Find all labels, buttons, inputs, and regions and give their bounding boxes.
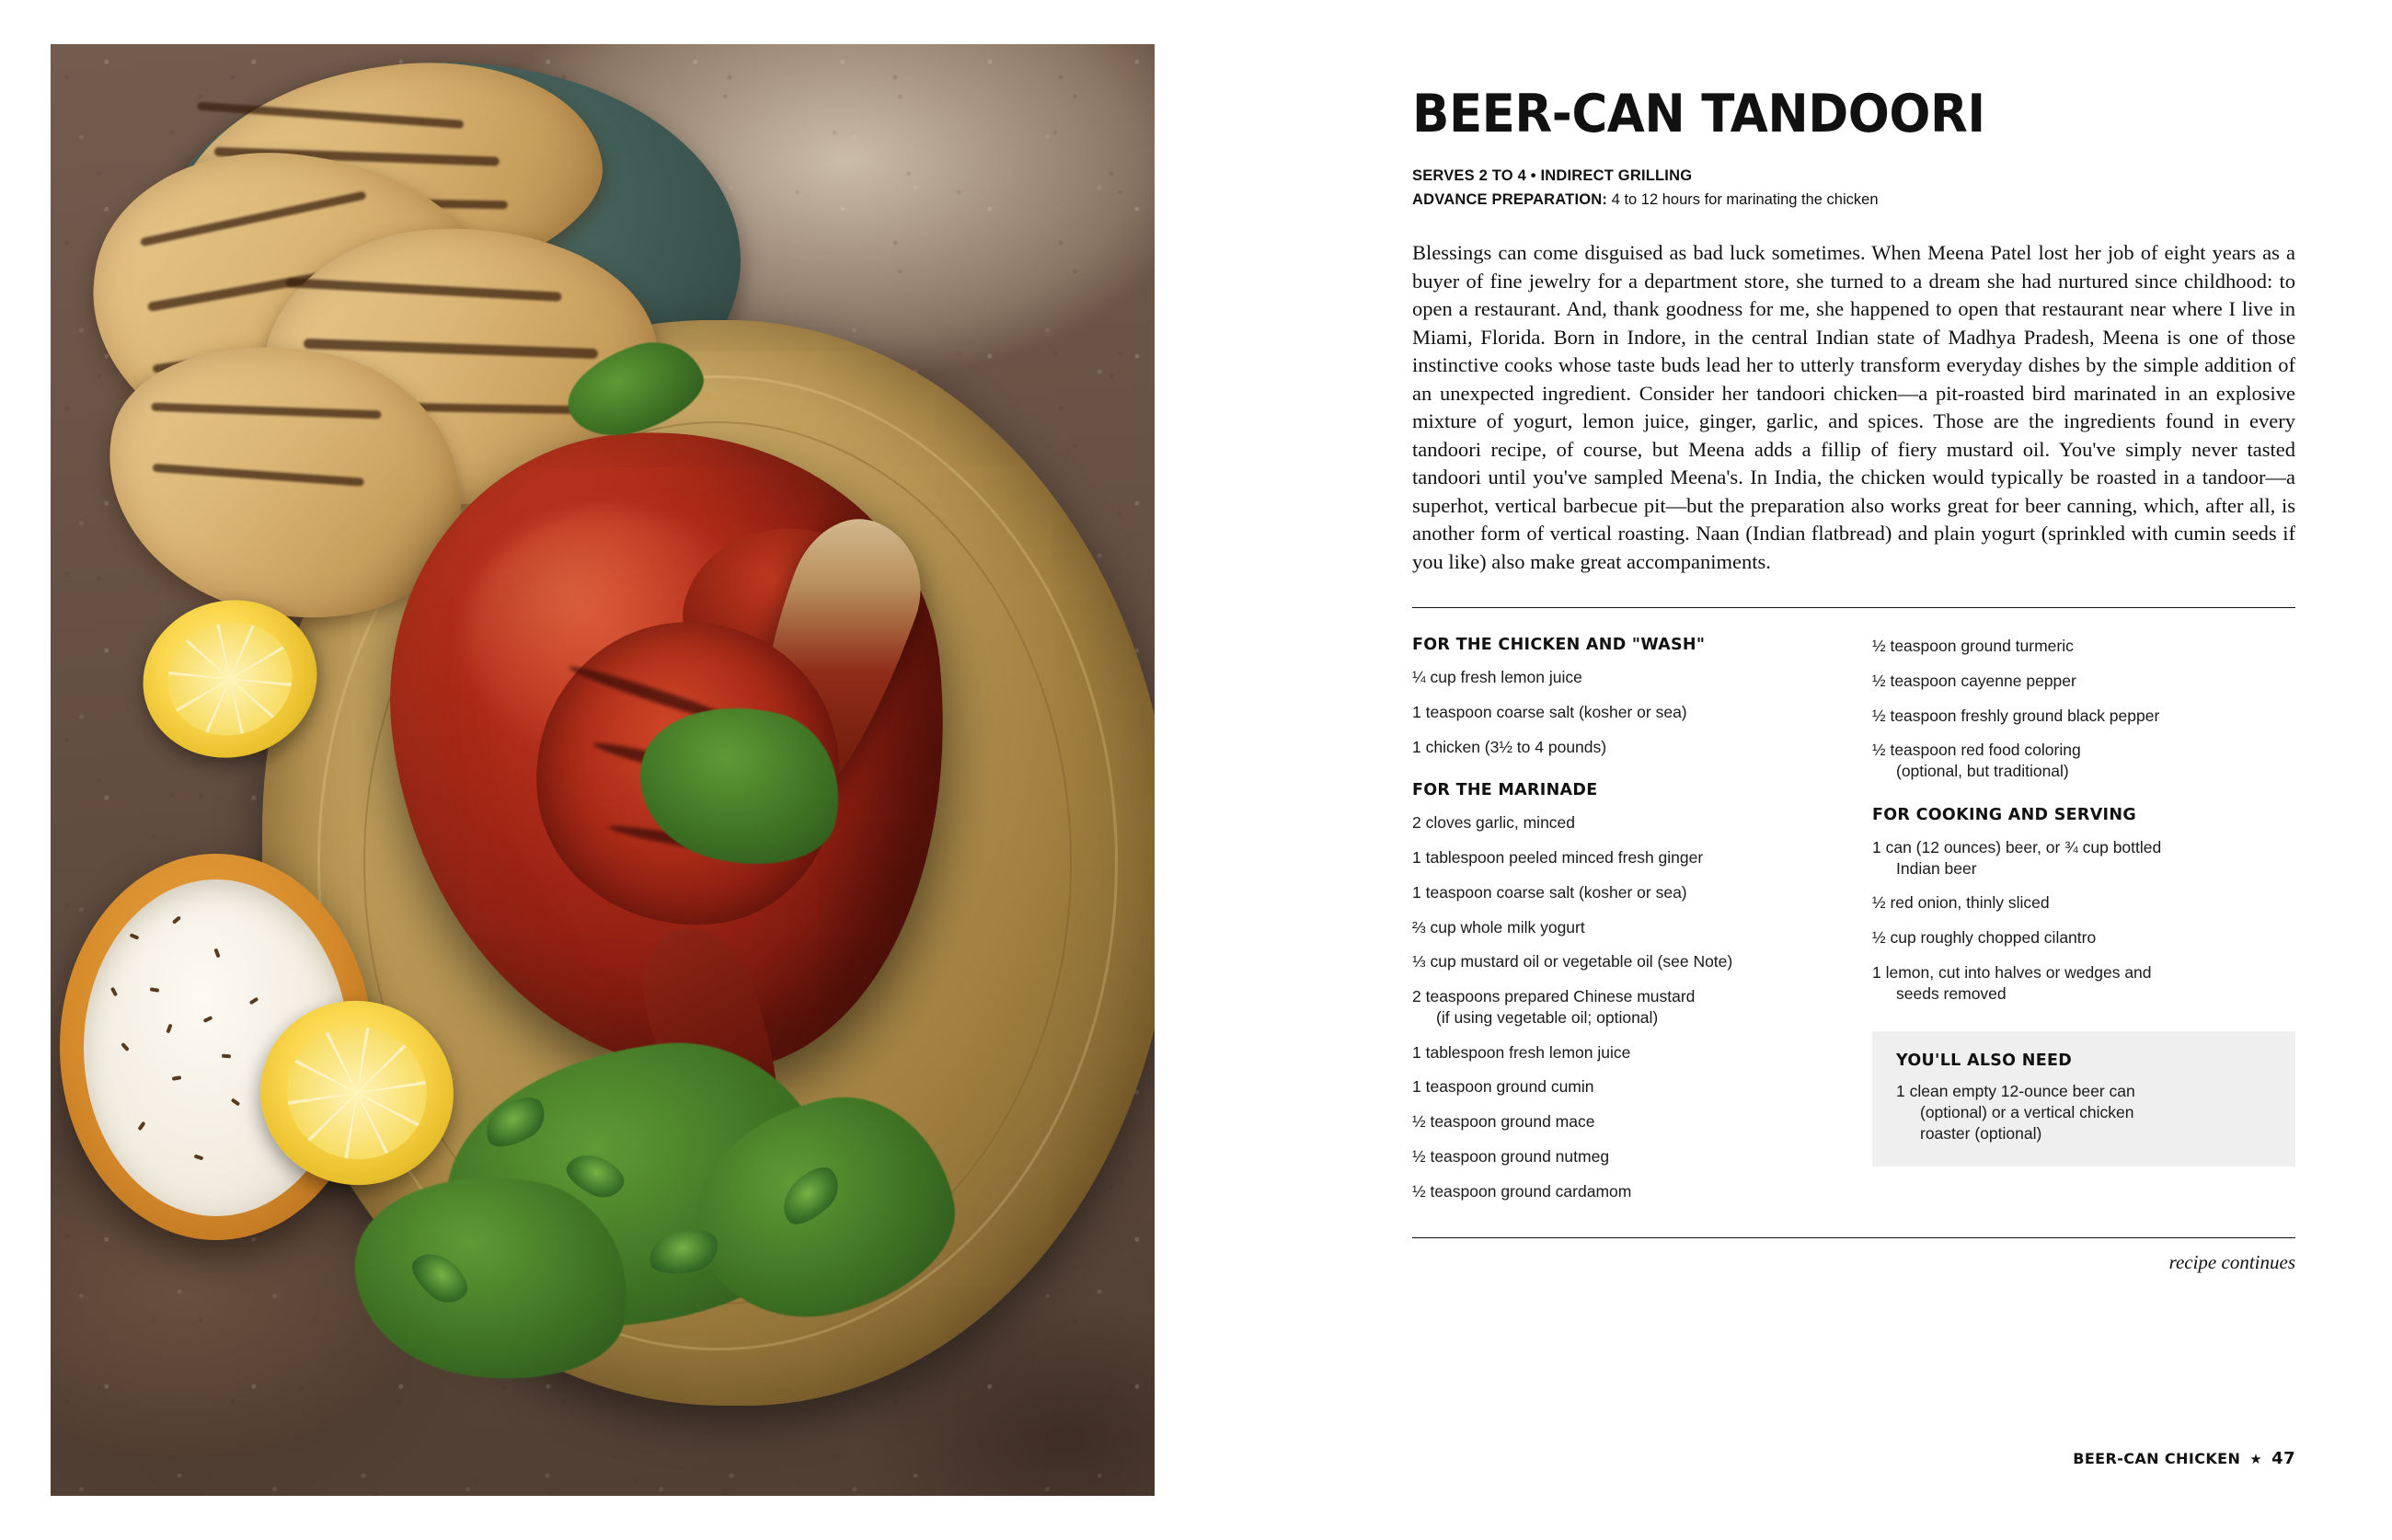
- ingredient-item: 2 cloves garlic, minced: [1412, 813, 1576, 833]
- recipe-meta: [1412, 165, 2295, 212]
- ingredient-continuation: (optional) or a vertical chicken: [1920, 1103, 2134, 1122]
- ingredient-item: [1896, 1081, 2271, 1144]
- section-heading-marinade: FOR THE MARINADE: [1412, 781, 1598, 800]
- ingredient-main: 2 teaspoons prepared Chinese mustard: [1412, 987, 1696, 1006]
- ingredients-column-right: [1872, 636, 2295, 1215]
- ingredient-item: ½ teaspoon ground turmeric: [1872, 637, 2074, 656]
- ingredient-item: ½ teaspoon ground nutmeg: [1412, 1146, 1610, 1166]
- ingredient-continuation: Indian beer: [1896, 858, 1977, 878]
- advance-prep-value: 4 to 12 hours for marinating the chicken: [1607, 190, 1879, 208]
- footer-chapter-title: BEER-CAN CHICKEN: [2073, 1450, 2241, 1467]
- ingredient-item: 1 teaspoon coarse salt (kosher or sea): [1412, 702, 1687, 721]
- headnote-text: Blessings can come disguised as bad luck sometimes. When Meena Patel lost her job of eight years as a buyer of fine jewelry for a department store, she turned to a dream she had nurtured since childhood: to open a restaurant. And, thank goodness for me, she happened to open that restaurant near where I live in Miami, Florida. Born in Indore, in the central Indian state of Madhya Pradesh, Meena is one of those instinctive cooks whose taste buds lead her to utterly transform everyday dishes by the simple addition of an unexpected ingredient. Consider her tandoori chicken—a pit-roasted bird marinated in an explosive mixture of yogurt, lemon juice, ginger, garlic, and spices. Those are the ingredients found in every tandoori recipe, of course, but Meena adds a fillip of fiery mustard oil. You've simply never tasted tandoori until you've sampled Meena's. In India, the chicken would typically be roasted in a tandoor—a superhot, vertical barbecue pit—but the preparation also works great for beer canning, which, after all, is another form of vertical roasting. Naan (Indian flatbread) and plain yogurt (sprinkled with cumin seeds if you like) also make great accompaniments.: [1412, 241, 2295, 573]
- ingredients-column-left: [1412, 636, 1835, 1215]
- ingredient-item: 1 teaspoon ground cumin: [1412, 1077, 1594, 1097]
- ingredient-item: ½ teaspoon ground cardamom: [1412, 1181, 1632, 1201]
- ingredient-item: ½ teaspoon ground mace: [1412, 1112, 1595, 1132]
- advance-prep-label: ADVANCE PREPARATION:: [1412, 190, 1608, 208]
- ingredient-continuation: roaster (optional): [1920, 1123, 2042, 1143]
- section-heading-chicken-wash: FOR THE CHICKEN AND "WASH": [1412, 636, 1706, 655]
- serves-line: SERVES 2 TO 4 • INDIRECT GRILLING: [1412, 167, 1693, 185]
- ingredient-item: ½ cup roughly chopped cilantro: [1872, 928, 2097, 948]
- star-icon: ★: [2249, 1451, 2263, 1467]
- section-heading-cooking-serving: FOR COOKING AND SERVING: [1872, 805, 2136, 824]
- ingredient-item: ⅓ cup mustard oil or vegetable oil (see Note): [1412, 952, 1733, 971]
- ingredient-main: ½ teaspoon red food coloring: [1872, 741, 2081, 760]
- ingredient-continuation: (optional, but traditional): [1896, 762, 2069, 781]
- advance-preparation-line: [1412, 189, 2295, 213]
- ingredient-item: [1412, 986, 1835, 1029]
- ingredient-item: [1872, 740, 2295, 782]
- divider-bottom: [1412, 1237, 2295, 1238]
- ingredient-item: [1872, 837, 2295, 879]
- ingredient-main: 1 clean empty 12-ounce beer can: [1896, 1082, 2135, 1101]
- ingredient-item: ⅔ cup whole milk yogurt: [1412, 917, 1585, 937]
- youll-also-need-box: [1872, 1031, 2295, 1166]
- ingredient-item: 1 teaspoon coarse salt (kosher or sea): [1412, 882, 1687, 902]
- page-footer: [1412, 1449, 2295, 1468]
- ingredient-item: ½ teaspoon cayenne pepper: [1872, 671, 2076, 690]
- recipe-continues-note: recipe continues: [2168, 1251, 2295, 1274]
- ingredient-item: ¼ cup fresh lemon juice: [1412, 668, 1582, 687]
- ingredient-item: 1 tablespoon peeled minced fresh ginger: [1412, 848, 1704, 868]
- recipe-text-page: [1196, 0, 2392, 1540]
- ingredient-item: 1 chicken (3½ to 4 pounds): [1412, 737, 1607, 756]
- ingredient-item: [1872, 962, 2295, 1005]
- divider-top: [1412, 607, 2295, 608]
- ingredient-item: ½ red onion, thinly sliced: [1872, 893, 2050, 913]
- page-title: BEER-CAN TANDOORI: [1412, 84, 1985, 144]
- ingredient-continuation: (if using vegetable oil; optional): [1436, 1007, 1659, 1027]
- ingredient-item: ½ teaspoon freshly ground black pepper: [1872, 706, 2160, 725]
- ingredient-item: 1 tablespoon fresh lemon juice: [1412, 1042, 1631, 1062]
- section-heading-also-need: YOU'LL ALSO NEED: [1896, 1052, 2073, 1071]
- ingredient-main: 1 lemon, cut into halves or wedges and: [1872, 962, 2152, 982]
- ingredient-continuation: seeds removed: [1896, 983, 2007, 1003]
- page-number: 47: [2271, 1449, 2295, 1468]
- ingredient-main: 1 can (12 ounces) beer, or ¾ cup bottled: [1872, 837, 2162, 856]
- recipe-photo: [51, 44, 1155, 1496]
- ingredients-columns: [1412, 636, 2295, 1237]
